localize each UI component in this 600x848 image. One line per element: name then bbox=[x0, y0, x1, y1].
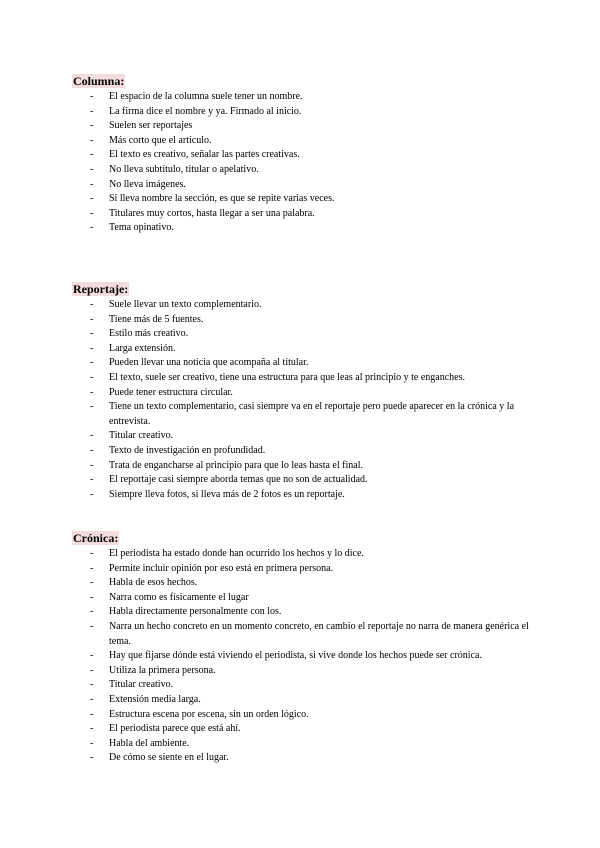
list-item: - El periodista parece que está ahí. bbox=[72, 722, 542, 737]
list-item: - Tiene un texto complementario, casi siempre va en el reportaje pero puede aparecer en la crónica y la entrevista. bbox=[72, 400, 542, 429]
list-item: - Pueden llevar una noticia que acompaña al titular. bbox=[72, 356, 542, 371]
list-item: - Más corto que el artículo. bbox=[72, 134, 542, 149]
list-item: - Permite incluir opinión por eso está en primera persona. bbox=[72, 562, 542, 577]
list-item: - Habla del ambiente. bbox=[72, 737, 542, 752]
list-item: - Narra un hecho concreto en un momento concreto, en cambio el reportaje no narra de manera genérica el tema. bbox=[72, 620, 542, 649]
list-item: - Tema opinativo. bbox=[72, 221, 542, 236]
section-reportaje bbox=[72, 280, 542, 502]
list-item: - El texto es creativo, señalar las partes creativas. bbox=[72, 148, 542, 163]
bullet-list-reportaje bbox=[72, 298, 542, 502]
list-item: - Extensión media larga. bbox=[72, 693, 542, 708]
list-item: - Hay que fijarse dónde está viviendo el periodista, si vive donde los hechos puede ser crónica. bbox=[72, 649, 542, 664]
section-heading-columna: Columna: bbox=[73, 74, 125, 88]
list-item: - El periodista ha estado donde han ocurrido los hechos y lo dice. bbox=[72, 547, 542, 562]
section-heading-cronica: Crónica: bbox=[73, 531, 119, 545]
list-item: - Texto de investigación en profundidad. bbox=[72, 444, 542, 459]
list-item: - Titulares muy cortos, hasta llegar a ser una palabra. bbox=[72, 207, 542, 222]
list-item: - Larga extensión. bbox=[72, 342, 542, 357]
list-item: - El espacio de la columna suele tener un nombre. bbox=[72, 90, 542, 105]
list-item: - Suelen ser reportajes bbox=[72, 119, 542, 134]
list-item: - Puede tener estructura circular. bbox=[72, 386, 542, 401]
list-item: - Titular creativo. bbox=[72, 429, 542, 444]
list-item: - Siempre lleva fotos, si lleva más de 2 fotos es un reportaje. bbox=[72, 488, 542, 503]
bullet-list-cronica bbox=[72, 547, 542, 766]
list-item: - Utiliza la primera persona. bbox=[72, 664, 542, 679]
list-item: - El reportaje casi siempre aborda temas que no son de actualidad. bbox=[72, 473, 542, 488]
list-item: - Estilo más creativo. bbox=[72, 327, 542, 342]
list-item: - Estructura escena por escena, sin un orden lógico. bbox=[72, 708, 542, 723]
list-item: - Narra como es físicamente el lugar bbox=[72, 591, 542, 606]
list-item: - La firma dice el nombre y ya. Firmado al inicio. bbox=[72, 105, 542, 120]
list-item: - Titular creativo. bbox=[72, 678, 542, 693]
bullet-list-columna bbox=[72, 90, 542, 236]
list-item: - Habla de esos hechos. bbox=[72, 576, 542, 591]
section-cronica bbox=[72, 529, 542, 766]
list-item: - No lleva imágenes. bbox=[72, 178, 542, 193]
list-item: - De cómo se siente en el lugar. bbox=[72, 751, 542, 766]
section-heading-reportaje: Reportaje: bbox=[73, 282, 129, 296]
list-item: - No lleva subtítulo, titular o apelativo. bbox=[72, 163, 542, 178]
list-item: - Si lleva nombre la sección, es que se repite varias veces. bbox=[72, 192, 542, 207]
section-columna bbox=[72, 72, 542, 236]
list-item: - El texto, suele ser creativo, tiene una estructura para que leas al principio y te enganches. bbox=[72, 371, 542, 386]
list-item: - Tiene más de 5 fuentes. bbox=[72, 313, 542, 328]
list-item: - Habla directamente personalmente con los. bbox=[72, 605, 542, 620]
list-item: - Trata de engancharse al principio para que lo leas hasta el final. bbox=[72, 459, 542, 474]
list-item: - Suele llevar un texto complementario. bbox=[72, 298, 542, 313]
